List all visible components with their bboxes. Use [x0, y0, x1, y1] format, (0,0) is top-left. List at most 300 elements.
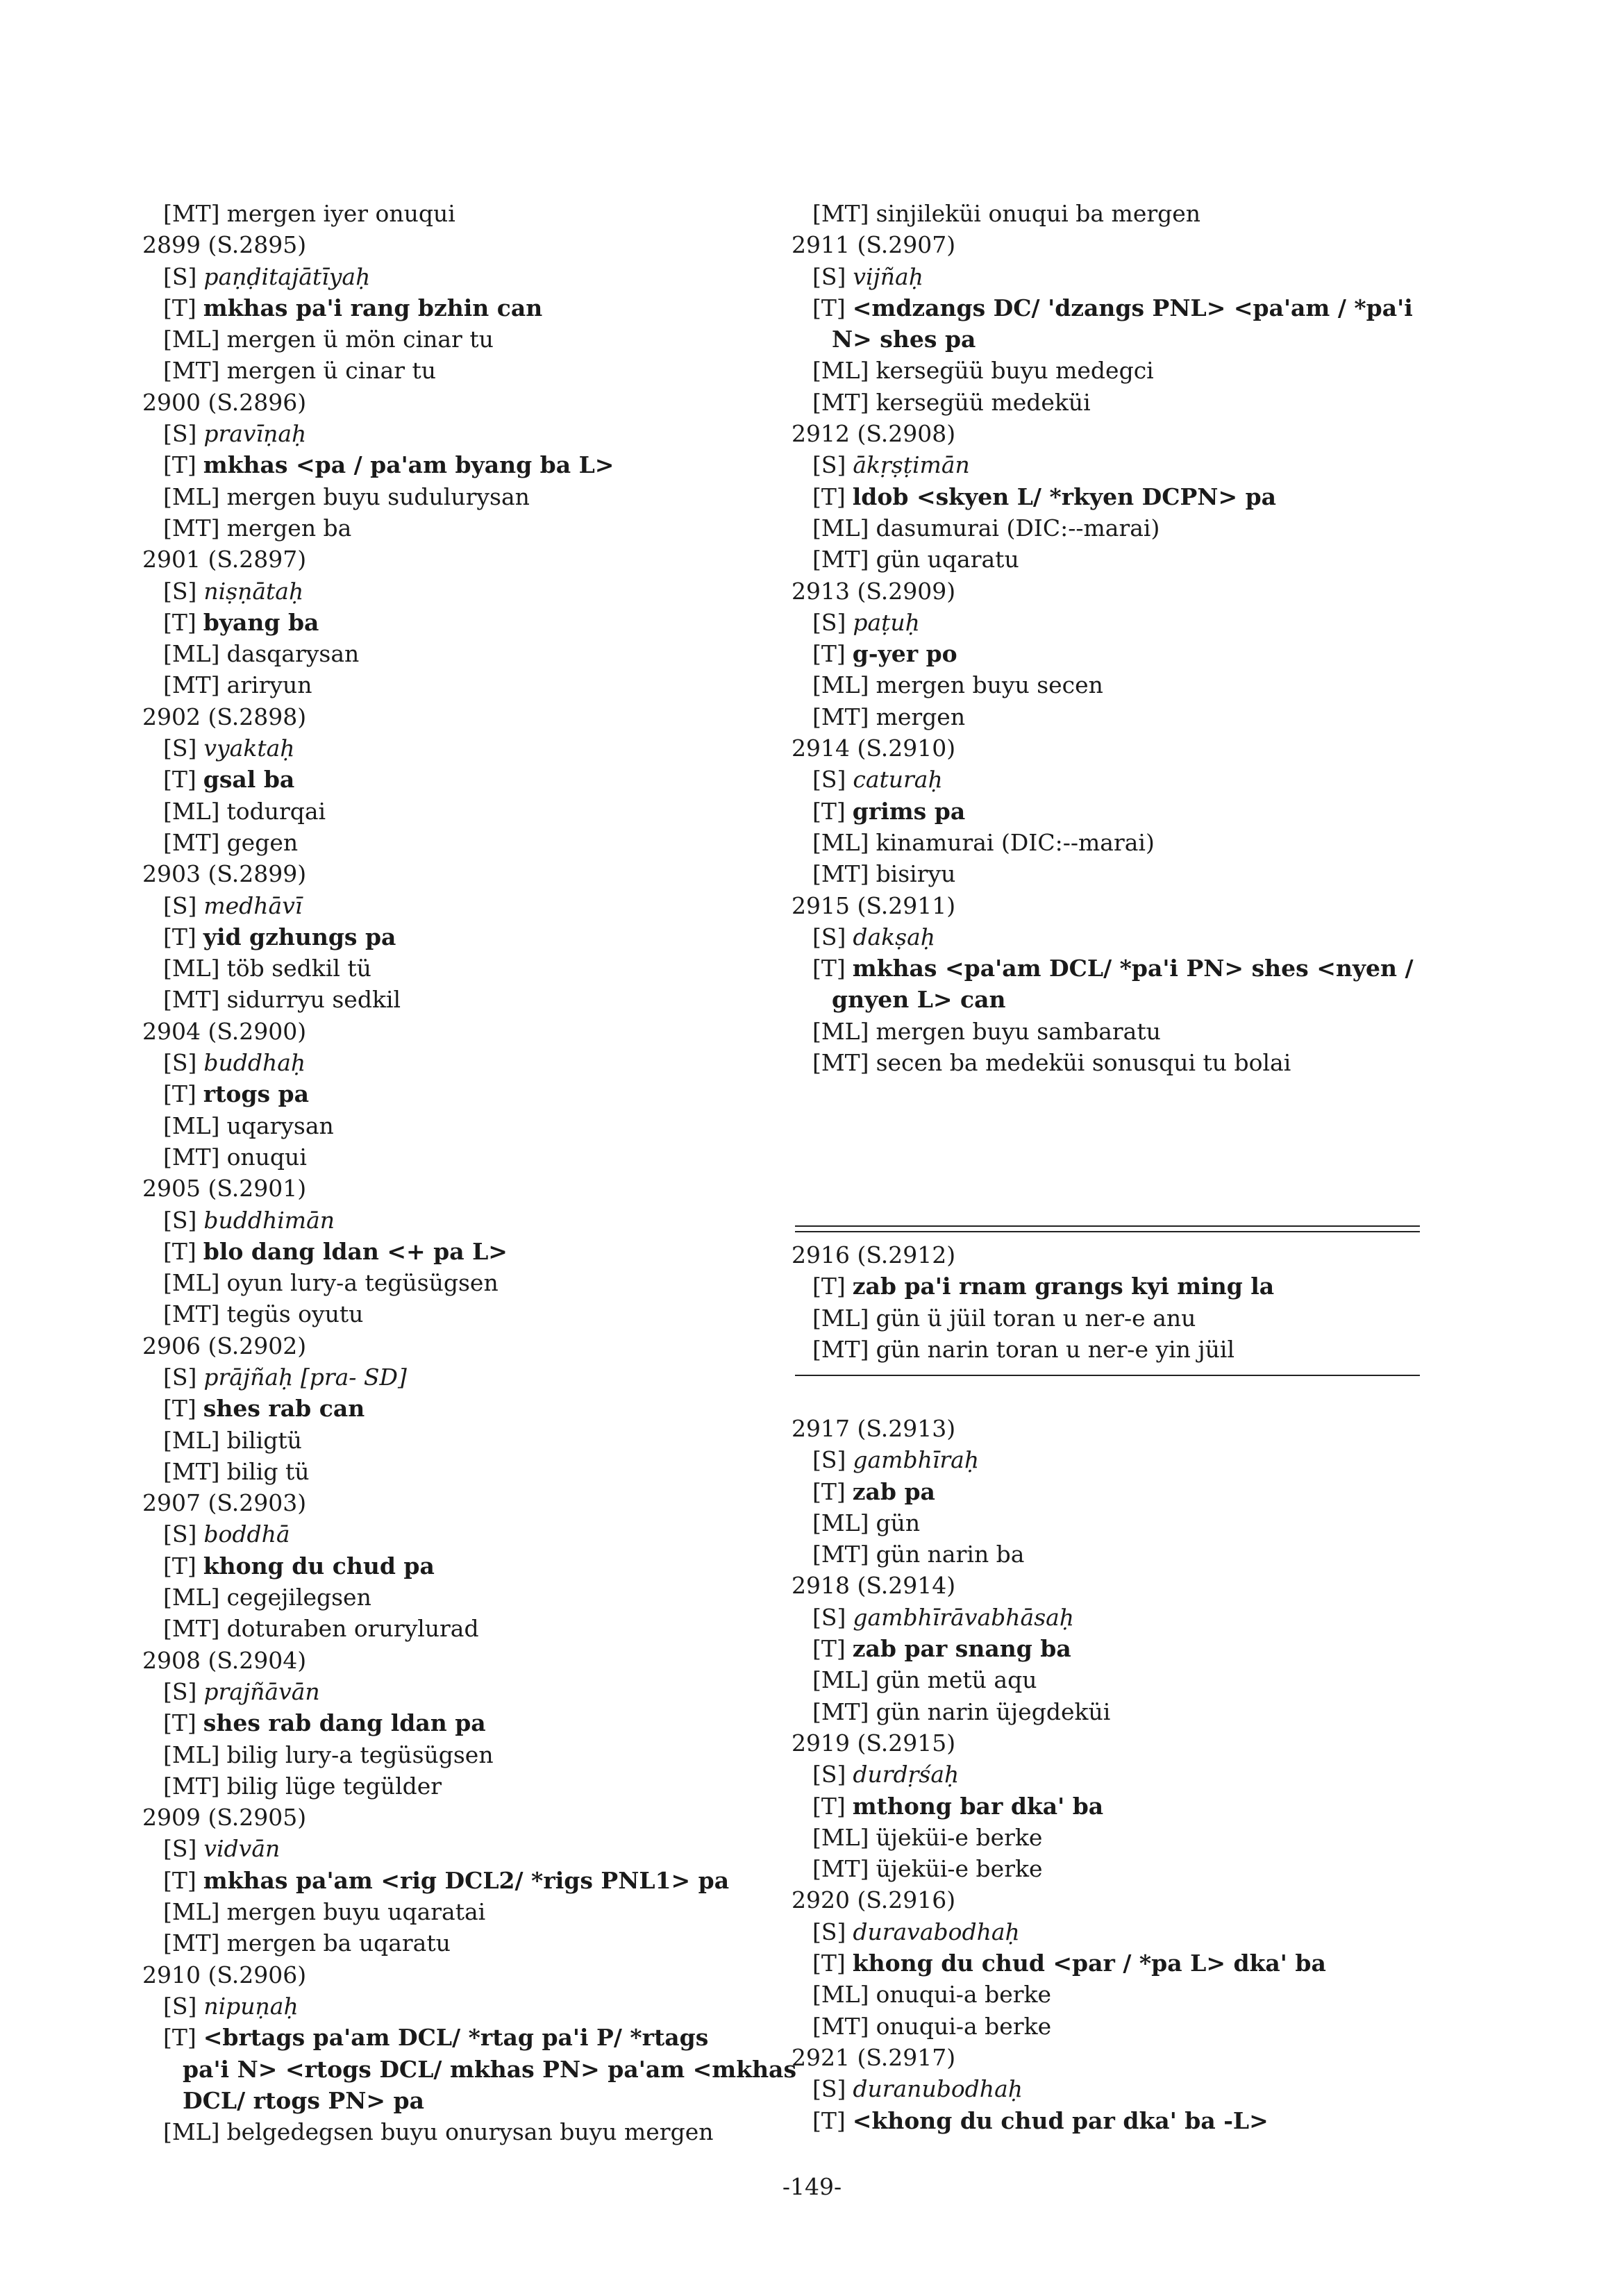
field-tag: [ML] — [812, 1666, 869, 1694]
entry-text: sinjileküi onuqui ba mergen — [876, 200, 1201, 227]
entry-field — [142, 953, 781, 984]
entry-field — [792, 638, 1486, 669]
entry-number: 2914 (S.2910) — [792, 735, 956, 762]
entry-field — [792, 827, 1486, 858]
entry-field — [792, 796, 1486, 827]
entry-field — [792, 512, 1486, 544]
entry-text: ākṛṣṭimān — [853, 451, 970, 479]
page-number: -149- — [782, 2173, 842, 2200]
entry-text: doturaben orurylurad — [226, 1615, 479, 1643]
entry-field — [792, 701, 1486, 732]
field-tag: [T] — [163, 766, 196, 794]
entry-text: mkhas <pa / pa'am byang ba L> — [203, 451, 614, 479]
field-tag: [S] — [163, 1520, 197, 1548]
entry-text: pa'i N> <rtogs DCL/ mkhas PN> pa'am <mkhas — [183, 2055, 797, 2083]
field-tag: [T] — [812, 640, 846, 668]
entry-text: vijñaḥ — [853, 262, 923, 290]
entry-text: mkhas pa'i rang bzhin can — [203, 294, 543, 321]
entry-field — [142, 607, 781, 638]
entry-text: buddhaḥ — [203, 1049, 306, 1077]
entry-text: N> shes pa — [832, 326, 976, 353]
entry-text: onuqui-a berke — [876, 1981, 1052, 2009]
entry-field — [142, 1739, 781, 1770]
entry-text: zab par snang ba — [852, 1635, 1071, 1663]
entry-text: <brtags pa'am DCL/ *rtag pa'i P/ *rtags — [203, 2024, 709, 2052]
entry-continuation — [792, 324, 1486, 355]
field-tag: [T] — [812, 797, 846, 825]
field-tag: [MT] — [163, 828, 220, 856]
field-tag: [MT] — [163, 1300, 220, 1328]
entry-field — [142, 1707, 781, 1738]
entry-text: mergen — [876, 703, 966, 730]
field-tag: [S] — [812, 2075, 846, 2103]
section-rule-top — [795, 1225, 1420, 1227]
entry-text: uqarysan — [226, 1112, 334, 1139]
entry-field — [142, 984, 781, 1015]
field-tag: [S] — [812, 608, 846, 636]
entry-text: gambhīraḥ — [853, 1446, 980, 1474]
field-tag: [MT] — [163, 1615, 220, 1643]
entry-field — [142, 1298, 781, 1330]
entry-field — [142, 764, 781, 795]
entry-text: mkhas <pa'am DCL/ *pa'i PN> shes <nyen / — [852, 955, 1414, 982]
entry-text: shes rab can — [203, 1395, 365, 1423]
entry-number: 2911 (S.2907) — [792, 231, 956, 259]
entry-text: cegejilegsen — [226, 1584, 371, 1611]
entry-field — [142, 292, 781, 324]
entry-text: gün narin toran u ner-e yin jüil — [876, 1335, 1235, 1363]
entry-text: vidvān — [203, 1835, 281, 1863]
field-tag: [ML] — [163, 797, 220, 825]
field-tag: [MT] — [812, 200, 869, 227]
entry-field — [142, 1550, 781, 1582]
entry-text: bilig lüge tegülder — [226, 1772, 442, 1800]
entry-field — [142, 796, 781, 827]
entry-text: gün metü aqu — [876, 1666, 1037, 1694]
field-tag: [MT] — [163, 1929, 220, 1957]
field-tag: [ML] — [812, 357, 869, 385]
entry-field — [142, 1991, 781, 2022]
entry-field — [142, 2022, 781, 2053]
field-tag: [MT] — [812, 2012, 869, 2040]
field-tag: [ML] — [812, 514, 869, 542]
entry-field — [792, 953, 1486, 984]
entry-field — [142, 1361, 781, 1393]
entry-text: byang ba — [203, 608, 319, 636]
entry-field — [792, 669, 1486, 701]
field-tag: [T] — [163, 451, 196, 479]
entry-field — [792, 355, 1486, 386]
entry-text: gün — [876, 1509, 921, 1536]
entry-text: shes rab dang ldan pa — [203, 1709, 486, 1737]
field-tag: [S] — [812, 451, 846, 479]
entry-text: mergen buyu sambaratu — [876, 1017, 1161, 1045]
entry-number: 2912 (S.2908) — [792, 420, 956, 448]
entry-field — [142, 324, 781, 355]
entry-field — [792, 1334, 1486, 1365]
entry-field — [142, 732, 781, 764]
entry-text: mergen buyu sudulurysan — [226, 483, 530, 510]
entry-field — [792, 1664, 1486, 1695]
entry-field — [792, 1791, 1486, 1822]
entry-field — [142, 1676, 781, 1707]
entry-number: 2900 (S.2896) — [142, 388, 307, 416]
entry-text: oyun lury-a tegüsügsen — [226, 1269, 499, 1297]
entry-continuation — [142, 2085, 781, 2116]
entry-text: vyaktaḥ — [203, 735, 295, 762]
entry-field — [142, 1110, 781, 1141]
entry-field — [142, 512, 781, 544]
field-tag: [T] — [163, 1709, 196, 1737]
entry-number: 2918 (S.2914) — [792, 1572, 956, 1600]
entry-field — [142, 418, 781, 449]
entry-text: khong du chud pa — [203, 1552, 435, 1579]
entry-field — [792, 2073, 1486, 2104]
entry-field — [792, 1916, 1486, 1947]
field-tag: [MT] — [812, 1698, 869, 1725]
field-tag: [ML] — [812, 1509, 869, 1536]
field-tag: [S] — [163, 420, 197, 448]
field-tag: [MT] — [163, 357, 220, 385]
field-tag: [T] — [163, 1552, 196, 1579]
field-tag: [S] — [163, 1049, 197, 1077]
field-tag: [ML] — [812, 1981, 869, 2009]
entry-field — [142, 449, 781, 480]
field-tag: [T] — [812, 1477, 846, 1505]
field-tag: [T] — [812, 955, 846, 982]
field-tag: [ML] — [163, 2118, 220, 2146]
entry-field — [792, 1696, 1486, 1727]
entry-text: DCL/ rtogs PN> pa — [183, 2086, 424, 2114]
entry-text: gsal ba — [203, 766, 295, 794]
entry-text: gnyen L> can — [832, 986, 1006, 1014]
entry-field — [792, 1476, 1486, 1507]
entry-text: mergen ü cinar tu — [226, 357, 437, 385]
entry-field — [142, 1770, 781, 1802]
entry-text: pravīṇaḥ — [203, 420, 307, 448]
field-tag: [ML] — [163, 1584, 220, 1611]
entry-text: gün ü jüil toran u ner-e anu — [876, 1304, 1196, 1332]
entry-text: medhāvī — [203, 891, 303, 919]
entry-text: <khong du chud par dka' ba -L> — [852, 2106, 1269, 2134]
field-tag: [S] — [163, 262, 197, 290]
entry-field — [792, 764, 1486, 795]
field-tag: [T] — [163, 294, 196, 321]
entry-field — [142, 2116, 781, 2147]
field-tag: [T] — [163, 608, 196, 636]
field-tag: [MT] — [812, 1335, 869, 1363]
entry-text: prajñāvān — [203, 1677, 320, 1705]
right-column-top — [792, 198, 1486, 1078]
field-tag: [ML] — [163, 955, 220, 982]
entry-text: kersegüü medeküi — [876, 388, 1091, 416]
entry-number: 2916 (S.2912) — [792, 1241, 956, 1268]
field-tag: [MT] — [812, 546, 869, 573]
field-tag: [S] — [812, 1446, 846, 1474]
field-tag: [S] — [163, 1206, 197, 1234]
entry-text: bilig lury-a tegüsügsen — [226, 1741, 494, 1768]
entry-text: onuqui — [226, 1143, 307, 1171]
entry-field — [792, 1271, 1486, 1302]
entry-text: belgedegsen buyu onurysan buyu mergen — [226, 2118, 714, 2146]
entry-text: prājñaḥ [pra- SD] — [203, 1363, 407, 1391]
entry-number: 2908 (S.2904) — [142, 1646, 307, 1674]
entry-field — [792, 1602, 1486, 1633]
entry-text: kersegüü buyu medegci — [876, 357, 1154, 385]
entry-text: gün narin ba — [876, 1541, 1025, 1568]
entry-text: secen ba medeküi sonusqui tu bolai — [876, 1049, 1291, 1077]
entry-field — [792, 1822, 1486, 1853]
entry-text: gün uqaratu — [876, 546, 1019, 573]
entry-number: 2899 (S.2895) — [142, 231, 307, 259]
entry-number: 2906 (S.2902) — [142, 1332, 307, 1359]
entry-number: 2921 (S.2917) — [792, 2043, 956, 2071]
entry-text: duranubodhaḥ — [853, 2075, 1023, 2103]
entry-text: zab pa'i rnam grangs kyi ming la — [852, 1273, 1275, 1300]
entry-field — [792, 449, 1486, 480]
field-tag: [T] — [812, 294, 846, 321]
entry-text: biligtü — [226, 1426, 302, 1454]
field-tag: [MT] — [163, 1143, 220, 1171]
field-tag: [T] — [812, 1635, 846, 1663]
entry-field — [142, 1582, 781, 1613]
right-column-boxed — [792, 1239, 1486, 1365]
field-tag: [T] — [163, 2024, 196, 2052]
entry-text: g-yer po — [852, 640, 957, 668]
field-tag: [ML] — [812, 1304, 869, 1332]
entry-field — [142, 1141, 781, 1173]
entry-field — [142, 481, 781, 512]
entry-number: 2904 (S.2900) — [142, 1017, 307, 1045]
field-tag: [S] — [163, 1363, 197, 1391]
entry-text: mergen buyu uqaratai — [226, 1898, 486, 1926]
entry-text: bilig tü — [226, 1457, 310, 1485]
field-tag: [MT] — [163, 1772, 220, 1800]
entry-number: 2919 (S.2915) — [792, 1729, 956, 1757]
entry-number: 2910 (S.2906) — [142, 1961, 307, 1988]
entry-text: <mdzangs DC/ 'dzangs PNL> <pa'am / *pa'i — [852, 294, 1413, 321]
entry-text: todurqai — [226, 797, 326, 825]
entry-field — [142, 890, 781, 921]
entry-field — [142, 669, 781, 701]
section-rule-bottom — [795, 1375, 1420, 1376]
entry-field — [792, 1016, 1486, 1047]
entry-field — [792, 1759, 1486, 1790]
field-tag: [T] — [812, 2106, 846, 2134]
entry-field — [142, 355, 781, 386]
field-tag: [S] — [812, 1603, 846, 1631]
entry-field — [142, 261, 781, 292]
entry-text: boddhā — [203, 1520, 290, 1548]
entry-text: rtogs pa — [203, 1080, 310, 1108]
field-tag: [S] — [163, 1992, 197, 2020]
entry-field — [792, 1444, 1486, 1475]
entry-field — [142, 921, 781, 953]
entry-field — [792, 198, 1486, 229]
entry-text: grims pa — [852, 797, 966, 825]
field-tag: [MT] — [163, 986, 220, 1014]
entry-field — [142, 638, 781, 669]
field-tag: [ML] — [163, 483, 220, 510]
entry-field — [142, 1393, 781, 1424]
field-tag: [T] — [812, 1273, 846, 1300]
entry-text: gegen — [226, 828, 299, 856]
entry-text: khong du chud <par / *pa L> dka' ba — [852, 1950, 1326, 1977]
entry-text: töb sedkil tü — [226, 955, 371, 982]
entry-number: 2909 (S.2905) — [142, 1804, 307, 1832]
entry-field — [792, 607, 1486, 638]
entry-text: mkhas pa'am <rig DCL2/ *rigs PNL1> pa — [203, 1866, 730, 1894]
entry-field — [792, 858, 1486, 889]
entry-field — [792, 1047, 1486, 1078]
entry-field — [792, 2105, 1486, 2136]
field-tag: [ML] — [812, 1823, 869, 1851]
field-tag: [ML] — [163, 1269, 220, 1297]
entry-field — [792, 1853, 1486, 1884]
entry-text: mergen ba — [226, 514, 352, 542]
entry-number: 2913 (S.2909) — [792, 577, 956, 605]
entry-text: buddhimān — [203, 1206, 335, 1234]
entry-field — [792, 387, 1486, 418]
field-tag: [T] — [163, 1080, 196, 1108]
entry-text: mergen iyer onuqui — [226, 200, 455, 227]
entry-field — [142, 1078, 781, 1109]
field-tag: [T] — [163, 1237, 196, 1265]
entry-field — [142, 1896, 781, 1927]
entry-continuation — [792, 984, 1486, 1015]
entry-text: gün narin üjegdeküi — [876, 1698, 1111, 1725]
field-tag: [T] — [812, 1792, 846, 1820]
entry-field — [792, 544, 1486, 575]
entry-field — [792, 921, 1486, 953]
field-tag: [ML] — [163, 326, 220, 353]
entry-number: 2901 (S.2897) — [142, 546, 307, 573]
entry-text: durdṛśaḥ — [853, 1761, 960, 1788]
entry-number: 2903 (S.2899) — [142, 860, 307, 888]
field-tag: [T] — [163, 923, 196, 950]
field-tag: [ML] — [163, 1426, 220, 1454]
entry-text: dakṣaḥ — [853, 923, 936, 950]
entry-text: kinamurai (DIC:--marai) — [876, 828, 1155, 856]
section-rule-top-double — [795, 1231, 1420, 1232]
entry-field — [142, 1927, 781, 1959]
entry-text: tegüs oyutu — [226, 1300, 364, 1328]
field-tag: [MT] — [163, 671, 220, 699]
entry-field — [142, 1267, 781, 1298]
field-tag: [MT] — [163, 1457, 220, 1485]
entry-field — [792, 1302, 1486, 1334]
field-tag: [ML] — [812, 1017, 869, 1045]
entry-field — [142, 1518, 781, 1550]
entry-field — [142, 1865, 781, 1896]
entry-text: sidurryu sedkil — [226, 986, 401, 1014]
field-tag: [MT] — [812, 1541, 869, 1568]
field-tag: [S] — [163, 1677, 197, 1705]
entry-field — [142, 1047, 781, 1078]
field-tag: [S] — [812, 1761, 846, 1788]
entry-text: ariryun — [226, 671, 312, 699]
entry-field — [792, 2011, 1486, 2042]
entry-text: dasumurai (DIC:--marai) — [876, 514, 1160, 542]
field-tag: [ML] — [163, 1112, 220, 1139]
entry-text: yid gzhungs pa — [203, 923, 396, 950]
entry-number: 2920 (S.2916) — [792, 1886, 956, 1914]
left-column — [142, 198, 797, 2147]
entry-text: nipuṇaḥ — [203, 1992, 299, 2020]
entry-field — [142, 1456, 781, 1487]
entry-text: üjeküi-e berke — [876, 1823, 1043, 1851]
entry-continuation — [142, 2054, 797, 2085]
entry-field — [142, 576, 781, 607]
field-tag: [MT] — [812, 1049, 869, 1077]
field-tag: [S] — [163, 891, 197, 919]
entry-text: mthong bar dka' ba — [852, 1792, 1104, 1820]
entry-text: gambhīrāvabhāsaḥ — [853, 1603, 1075, 1631]
field-tag: [MT] — [812, 1855, 869, 1883]
right-column-bottom — [792, 1413, 1486, 2136]
field-tag: [T] — [812, 483, 846, 510]
entry-field — [142, 1425, 781, 1456]
field-tag: [S] — [812, 262, 846, 290]
field-tag: [S] — [812, 1918, 846, 1945]
entry-number: 2902 (S.2898) — [142, 703, 307, 730]
field-tag: [T] — [812, 1950, 846, 1977]
field-tag: [ML] — [163, 1741, 220, 1768]
field-tag: [MT] — [812, 388, 869, 416]
field-tag: [ML] — [812, 671, 869, 699]
entry-text: mergen ü mön cinar tu — [226, 326, 494, 353]
entry-text: ldob <skyen L/ *rkyen DCPN> pa — [852, 483, 1277, 510]
entry-text: blo dang ldan <+ pa L> — [203, 1237, 508, 1265]
field-tag: [ML] — [163, 1898, 220, 1926]
entry-field — [792, 292, 1486, 324]
entry-number: 2917 (S.2913) — [792, 1415, 956, 1442]
entry-text: mergen buyu secen — [876, 671, 1103, 699]
entry-text: paṇḍitajātīyaḥ — [203, 262, 371, 290]
entry-text: üjeküi-e berke — [876, 1855, 1043, 1883]
field-tag: [S] — [163, 577, 197, 605]
field-tag: [S] — [163, 735, 197, 762]
entry-field — [792, 481, 1486, 512]
field-tag: [MT] — [812, 703, 869, 730]
entry-text: niṣṇātaḥ — [203, 577, 304, 605]
entry-field — [792, 1979, 1486, 2010]
entry-field — [792, 1539, 1486, 1570]
entry-number: 2915 (S.2911) — [792, 891, 956, 919]
field-tag: [MT] — [812, 860, 869, 888]
entry-text: bisiryu — [876, 860, 956, 888]
entry-field — [792, 261, 1486, 292]
entry-field — [792, 1507, 1486, 1539]
field-tag: [T] — [163, 1395, 196, 1423]
entry-text: dasqarysan — [226, 640, 360, 668]
entry-field — [792, 1633, 1486, 1664]
entry-number: 2907 (S.2903) — [142, 1489, 307, 1517]
field-tag: [MT] — [163, 200, 220, 227]
entry-field — [142, 1833, 781, 1864]
field-tag: [S] — [812, 923, 846, 950]
entry-field — [142, 827, 781, 858]
entry-field — [792, 1947, 1486, 1979]
field-tag: [S] — [812, 766, 846, 794]
entry-field — [142, 198, 781, 229]
entry-text: zab pa — [852, 1477, 935, 1505]
field-tag: [S] — [163, 1835, 197, 1863]
entry-field — [142, 1205, 781, 1236]
entry-text: mergen ba uqaratu — [226, 1929, 451, 1957]
field-tag: [MT] — [163, 514, 220, 542]
entry-text: duravabodhaḥ — [853, 1918, 1020, 1945]
